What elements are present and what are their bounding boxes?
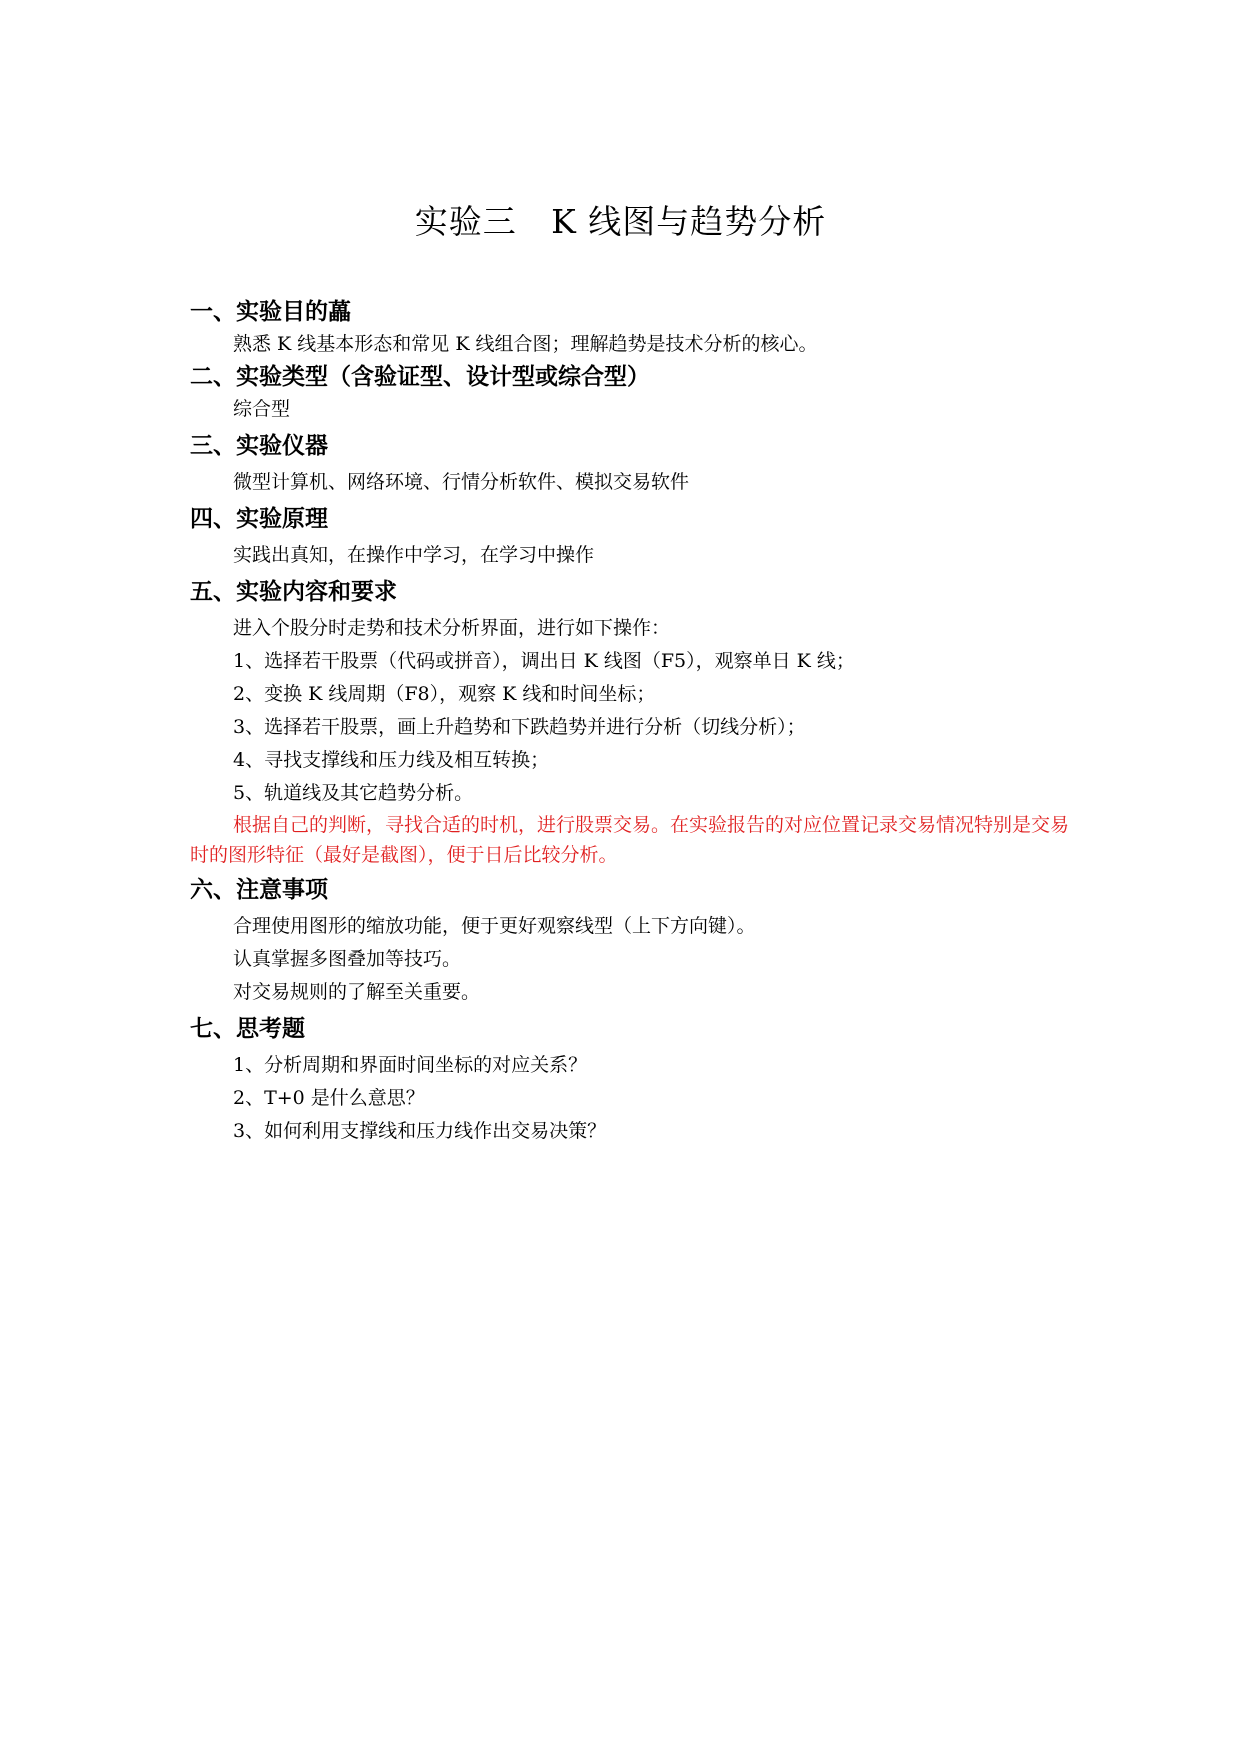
highlighted-instruction: 根据自己的判断，寻找合适的时机，进行股票交易。在实验报告的对应位置记录交易情况特别是交易时的图形特征（最好是截图），便于日后比较分析。: [190, 814, 1070, 866]
section-content: [190, 576, 1070, 870]
section-line: 2、T+0 是什么意思？: [233, 1087, 425, 1109]
section-heading: 七、思考题: [190, 1016, 305, 1042]
section-line: 1、选择若干股票（代码或拼音），调出日 K 线图（F5），观察单日 K 线；: [233, 650, 855, 672]
document-body: [190, 296, 1070, 1148]
section-heading: 二、实验类型（含验证型、设计型或综合型）: [190, 364, 650, 390]
section-line: 微型计算机、网络环境、行情分析软件、模拟交易软件: [233, 471, 690, 493]
section-line: 对交易规则的了解至关重要。: [233, 981, 481, 1003]
section-questions: [190, 1013, 1070, 1148]
section-heading: 五、实验内容和要求: [190, 579, 397, 605]
section-line: 进入个股分时走势和技术分析界面，进行如下操作：: [233, 617, 671, 639]
section-notes: [190, 874, 1070, 1009]
section-heading: 六、注意事项: [190, 877, 328, 903]
section-line: 认真掌握多图叠加等技巧。: [233, 948, 462, 970]
section-line: 合理使用图形的缩放功能，便于更好观察线型（上下方向键）。: [233, 915, 756, 937]
section-heading: 四、实验原理: [190, 506, 328, 532]
section-line: 2、变换 K 线周期（F8），观察 K 线和时间坐标；: [233, 683, 656, 705]
section-type: [190, 361, 1070, 426]
section-line: 3、如何利用支撑线和压力线作出交易决策？: [233, 1120, 607, 1142]
section-line: 实践出真知，在操作中学习，在学习中操作: [233, 544, 595, 566]
section-heading: 三、实验仪器: [190, 433, 328, 459]
section-instruments: [190, 430, 1070, 499]
section-line: 3、选择若干股票，画上升趋势和下跌趋势并进行分析（切线分析）；: [233, 716, 806, 738]
section-line: 4、寻找支撑线和压力线及相互转换；: [233, 749, 550, 771]
section-principle: [190, 503, 1070, 572]
section-line: 5、轨道线及其它趋势分析。: [233, 782, 474, 804]
section-purpose: [190, 296, 1070, 361]
section-heading: 一、实验目的藟: [190, 299, 351, 325]
section-line: 1、分析周期和界面时间坐标的对应关系？: [233, 1054, 588, 1076]
section-line: 综合型: [233, 398, 291, 420]
section-line: 熟悉 K 线基本形态和常见 K 线组合图；理解趋势是技术分析的核心。: [233, 333, 818, 355]
document-title: 实验三 K 线图与趋势分析: [414, 202, 827, 241]
